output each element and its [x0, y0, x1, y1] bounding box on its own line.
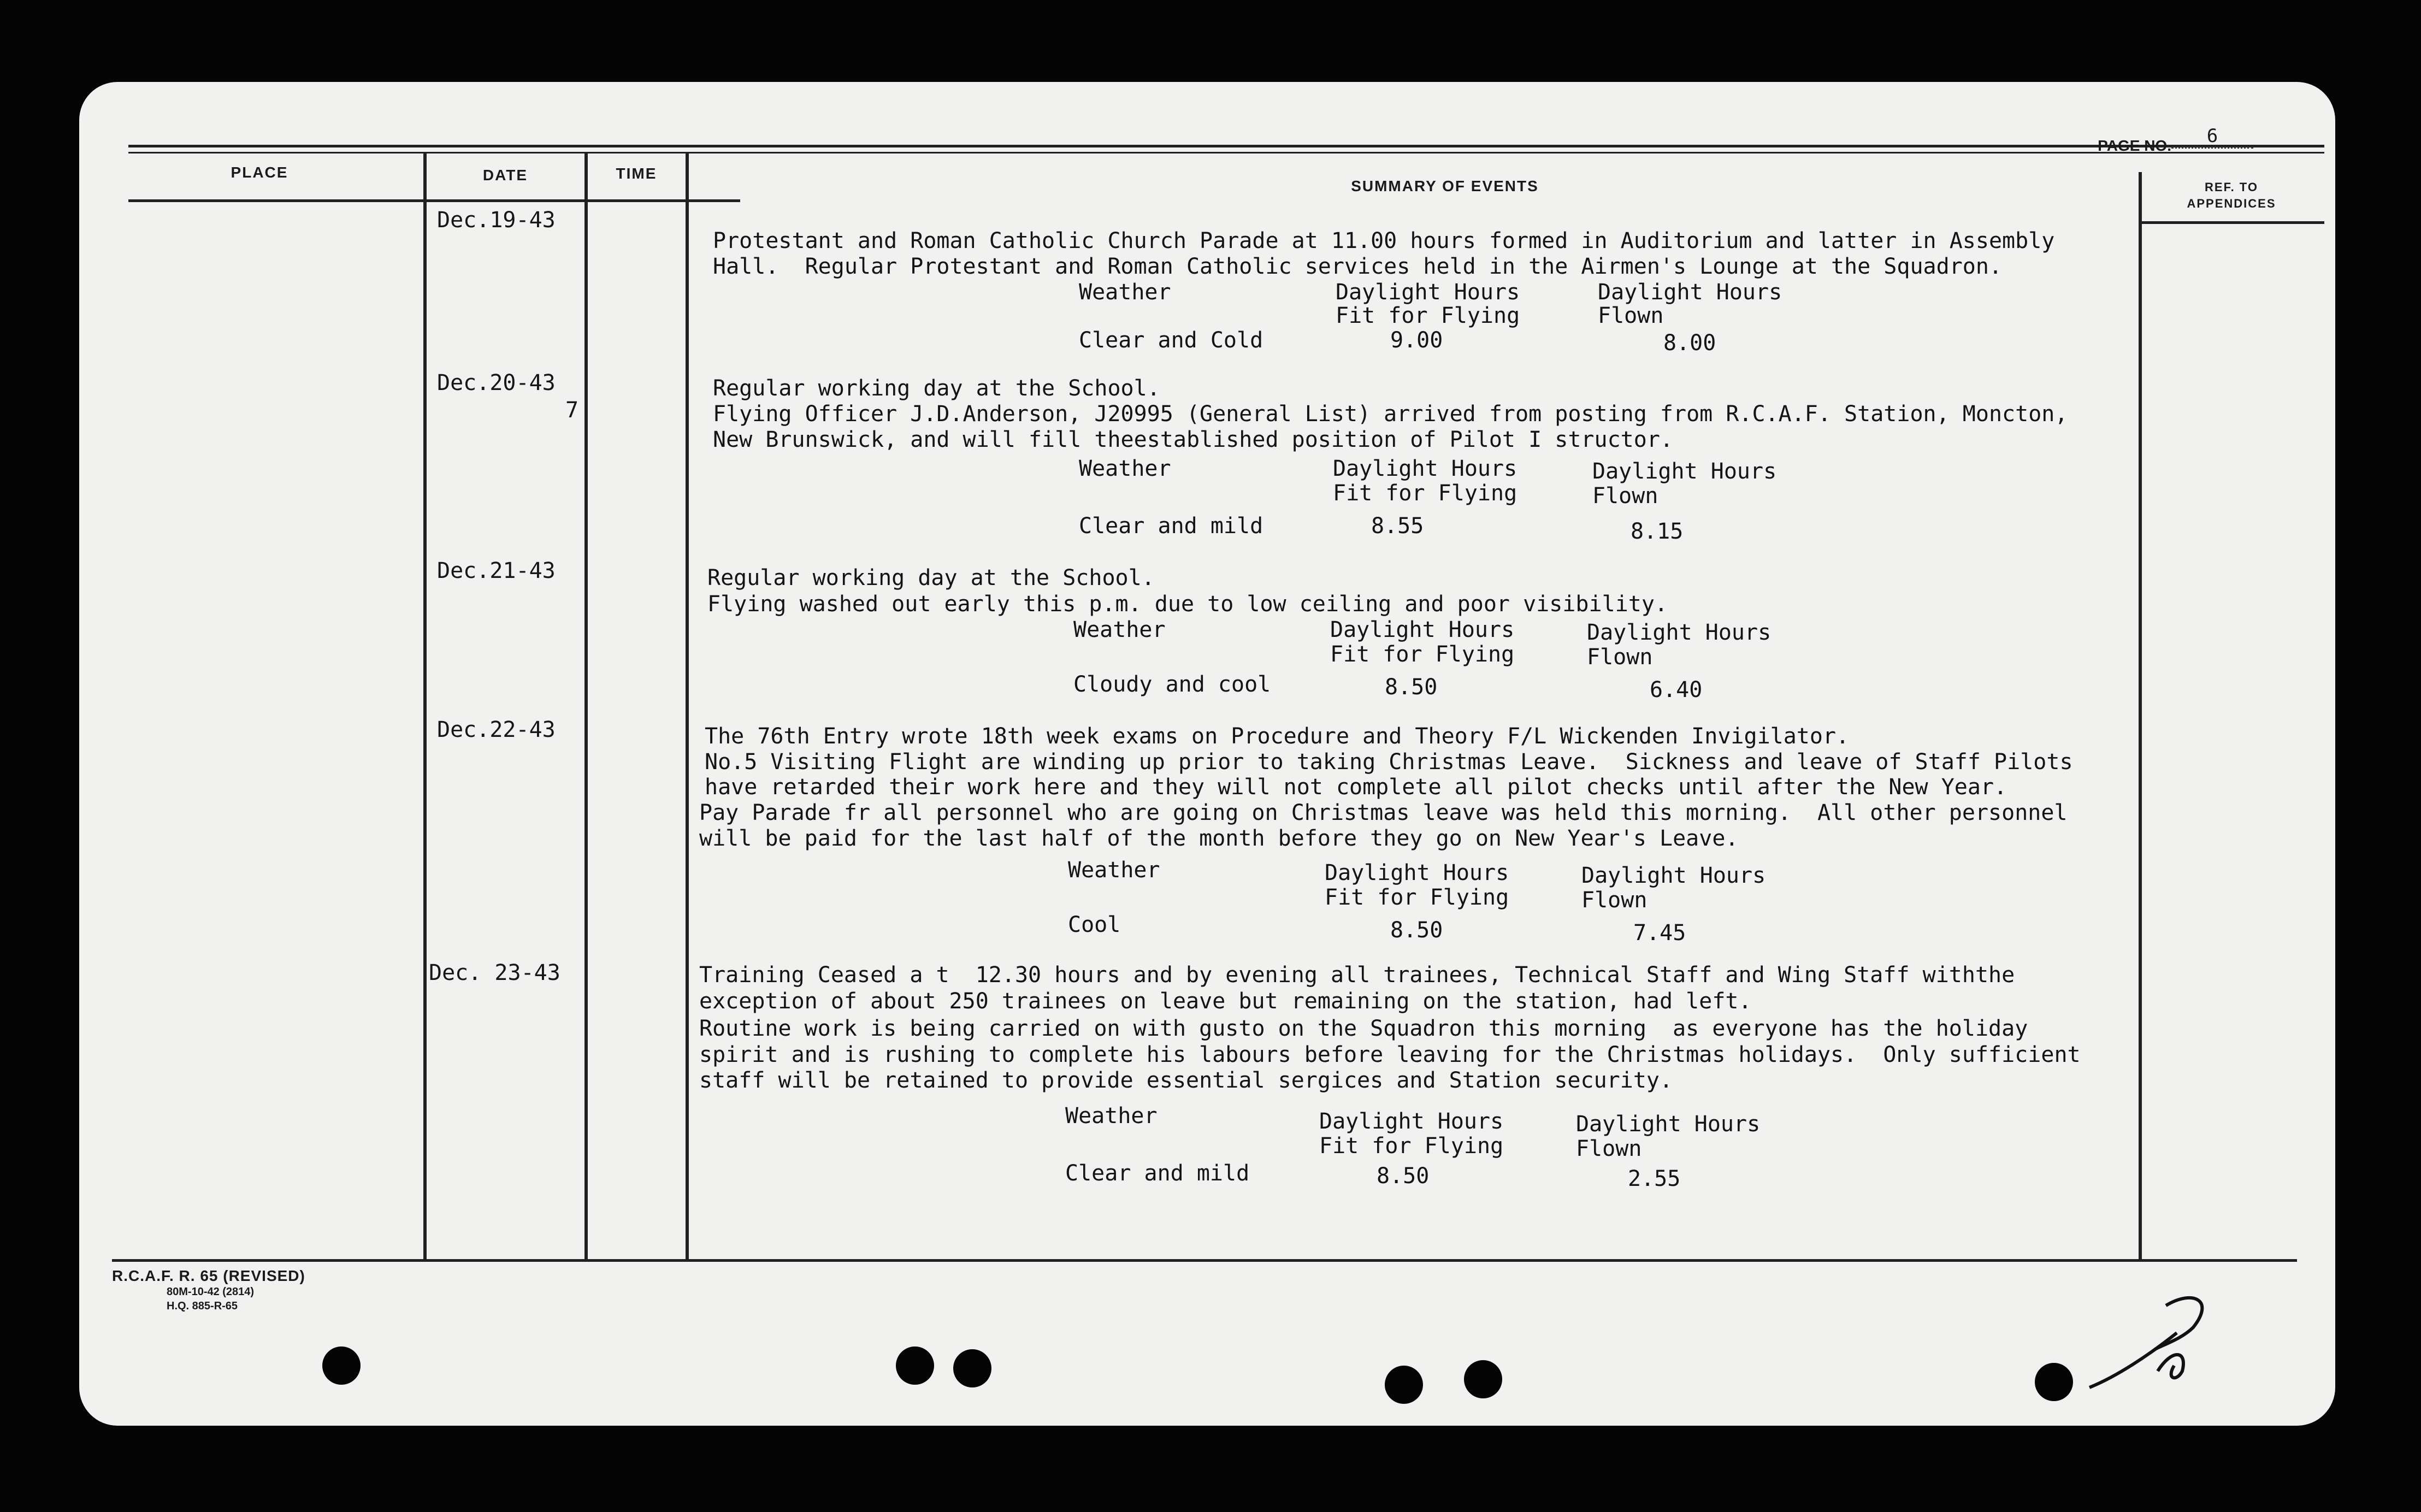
flown-hours-value: 8.00: [1663, 330, 1716, 356]
entry-text-line: Protestant and Roman Catholic Church Parade at 11.00 hours formed in Auditorium and latter in Assembly: [713, 228, 2055, 253]
column-rule-time-summary: [686, 153, 689, 1262]
flown-hours-label: Daylight Hours: [1581, 863, 1766, 888]
entry-date: Dec.20-43: [437, 370, 556, 395]
weather-label: Weather: [1073, 617, 1166, 642]
header-date: DATE: [482, 167, 528, 184]
entry-text-line: Routine work is being carried on with gusto on the Squadron this morning as everyone has the holiday: [699, 1016, 2028, 1041]
entry-date: Dec.22-43: [437, 717, 556, 742]
footer-rule: [112, 1259, 2297, 1262]
flown-hours-value: 8.15: [1631, 519, 1684, 544]
entry-text-line: Flying Officer J.D.Anderson, J20995 (General List) arrived from posting from R.C.A.F. Station, Moncton,: [713, 401, 2068, 427]
entry-text-line: spirit and is rushing to complete his labours before leaving for the Christmas holidays. Only sufficient: [699, 1042, 2081, 1067]
punch-hole: [2035, 1363, 2073, 1401]
flown-hours-label: Daylight Hours: [1598, 280, 1782, 305]
print-code: 80M-10-42 (2814): [167, 1286, 255, 1298]
entry-text-line: Pay Parade fr all personnel who are going on Christmas leave was held this morning. All other personnel: [699, 800, 2068, 825]
fit-hours-label-2: Fit for Flying: [1325, 885, 1509, 910]
flown-hours-label-2: Flown: [1581, 888, 1648, 913]
fit-hours-label: Daylight Hours: [1330, 617, 1515, 642]
entry-text-line: Regular working day at the School.: [707, 565, 1155, 590]
flown-hours-label-2: Flown: [1592, 483, 1658, 509]
flown-hours-label-2: Flown: [1598, 303, 1664, 328]
entry-text-line: The 76th Entry wrote 18th week exams on Procedure and Theory F/L Wickenden Invigilator.: [705, 724, 1850, 749]
header-bottom-rule: [128, 199, 740, 202]
weather-label: Weather: [1079, 280, 1171, 305]
entry-text-line: Hall. Regular Protestant and Roman Catholic services held in the Airmen's Lounge at the Squadron.: [713, 254, 2003, 279]
flown-hours-value: 7.45: [1633, 920, 1686, 946]
fit-hours-value: 8.55: [1371, 513, 1424, 539]
fit-hours-value: 9.00: [1390, 328, 1443, 353]
punch-hole: [1385, 1366, 1423, 1404]
entry-text-line: will be paid for the last half of the month before they go on New Year's Leave.: [699, 826, 1739, 851]
entry-text-line: exception of about 250 trainees on leave but remaining on the station, had left.: [699, 989, 1752, 1014]
weather-value: Cloudy and cool: [1073, 672, 1271, 697]
column-rule-place-date: [423, 153, 427, 1262]
entry-text-line: New Brunswick, and will fill theestablished position of Pilot I structor.: [713, 427, 1673, 452]
header-bottom-rule-right: [2139, 221, 2324, 224]
entry-date: Dec.21-43: [437, 558, 556, 583]
handwritten-signature: [2084, 1284, 2226, 1393]
fit-hours-label-2: Fit for Flying: [1319, 1133, 1504, 1159]
flown-hours-value: 6.40: [1650, 677, 1703, 702]
page-number-label: PAGE NO.: [2098, 137, 2171, 154]
column-rule-summary-ref: [2139, 172, 2142, 1262]
column-rule-date-time: [584, 153, 588, 1262]
weather-value: Clear and mild: [1079, 513, 1263, 539]
fit-hours-label: Daylight Hours: [1333, 456, 1517, 481]
fit-hours-label: Daylight Hours: [1336, 280, 1520, 305]
header-place: PLACE: [231, 164, 288, 181]
diary-form-card: [79, 82, 2335, 1426]
fit-hours-value: 8.50: [1385, 675, 1438, 700]
flown-hours-label-2: Flown: [1576, 1136, 1642, 1161]
top-rule: [128, 145, 2324, 147]
top-rule-2: [128, 152, 2324, 153]
entry-date: Dec.19-43: [437, 208, 556, 233]
entry-date: Dec. 23-43: [429, 960, 560, 985]
entry-text-line: Flying washed out early this p.m. due to low ceiling and poor visibility.: [707, 592, 1668, 617]
entry-text-line: have retarded their work here and they will not complete all pilot checks until after the New Year.: [705, 775, 2007, 800]
punch-hole: [896, 1346, 934, 1385]
page-number-value: 6: [2171, 125, 2253, 149]
fit-hours-value: 8.50: [1390, 918, 1443, 943]
entry-date-note: 7: [565, 398, 579, 423]
header-ref-line2: APPENDICES: [2187, 197, 2276, 210]
weather-label: Weather: [1079, 456, 1171, 481]
header-time: TIME: [616, 165, 657, 182]
entry-text-line: No.5 Visiting Flight are winding up prior to taking Christmas Leave. Sickness and leave of Staff Pilots: [705, 749, 2073, 775]
header-summary: SUMMARY OF EVENTS: [1351, 178, 1539, 194]
fit-hours-value: 8.50: [1377, 1163, 1430, 1189]
fit-hours-label: Daylight Hours: [1325, 860, 1509, 885]
form-footer: [112, 1267, 305, 1313]
entry-text-line: Training Ceased a t 12.30 hours and by evening all trainees, Technical Staff and Wing Staff withthe: [699, 962, 2015, 988]
fit-hours-label-2: Fit for Flying: [1333, 481, 1517, 506]
weather-label: Weather: [1065, 1103, 1158, 1129]
flown-hours-value: 2.55: [1628, 1166, 1681, 1191]
fit-hours-label: Daylight Hours: [1319, 1109, 1504, 1134]
weather-label: Weather: [1068, 858, 1160, 883]
weather-value: Clear and Cold: [1079, 328, 1263, 353]
punch-hole: [322, 1346, 361, 1385]
weather-value: Clear and mild: [1065, 1161, 1250, 1186]
hq-reference: H.Q. 885-R-65: [167, 1300, 238, 1312]
page-number: [2098, 125, 2253, 157]
entry-text-line: Regular working day at the School.: [713, 376, 1160, 401]
form-id: R.C.A.F. R. 65 (REVISED): [112, 1267, 305, 1284]
fit-hours-label-2: Fit for Flying: [1330, 642, 1515, 667]
fit-hours-label-2: Fit for Flying: [1336, 303, 1520, 328]
flown-hours-label: Daylight Hours: [1587, 620, 1772, 645]
entry-text-line: staff will be retained to provide essential sergices and Station security.: [699, 1068, 1673, 1093]
weather-value: Cool: [1068, 912, 1121, 937]
header-ref-line1: REF. TO: [2205, 180, 2258, 194]
flown-hours-label: Daylight Hours: [1576, 1112, 1761, 1137]
punch-hole: [953, 1349, 991, 1387]
punch-hole: [1464, 1360, 1502, 1398]
flown-hours-label-2: Flown: [1587, 645, 1653, 670]
flown-hours-label: Daylight Hours: [1592, 459, 1777, 484]
